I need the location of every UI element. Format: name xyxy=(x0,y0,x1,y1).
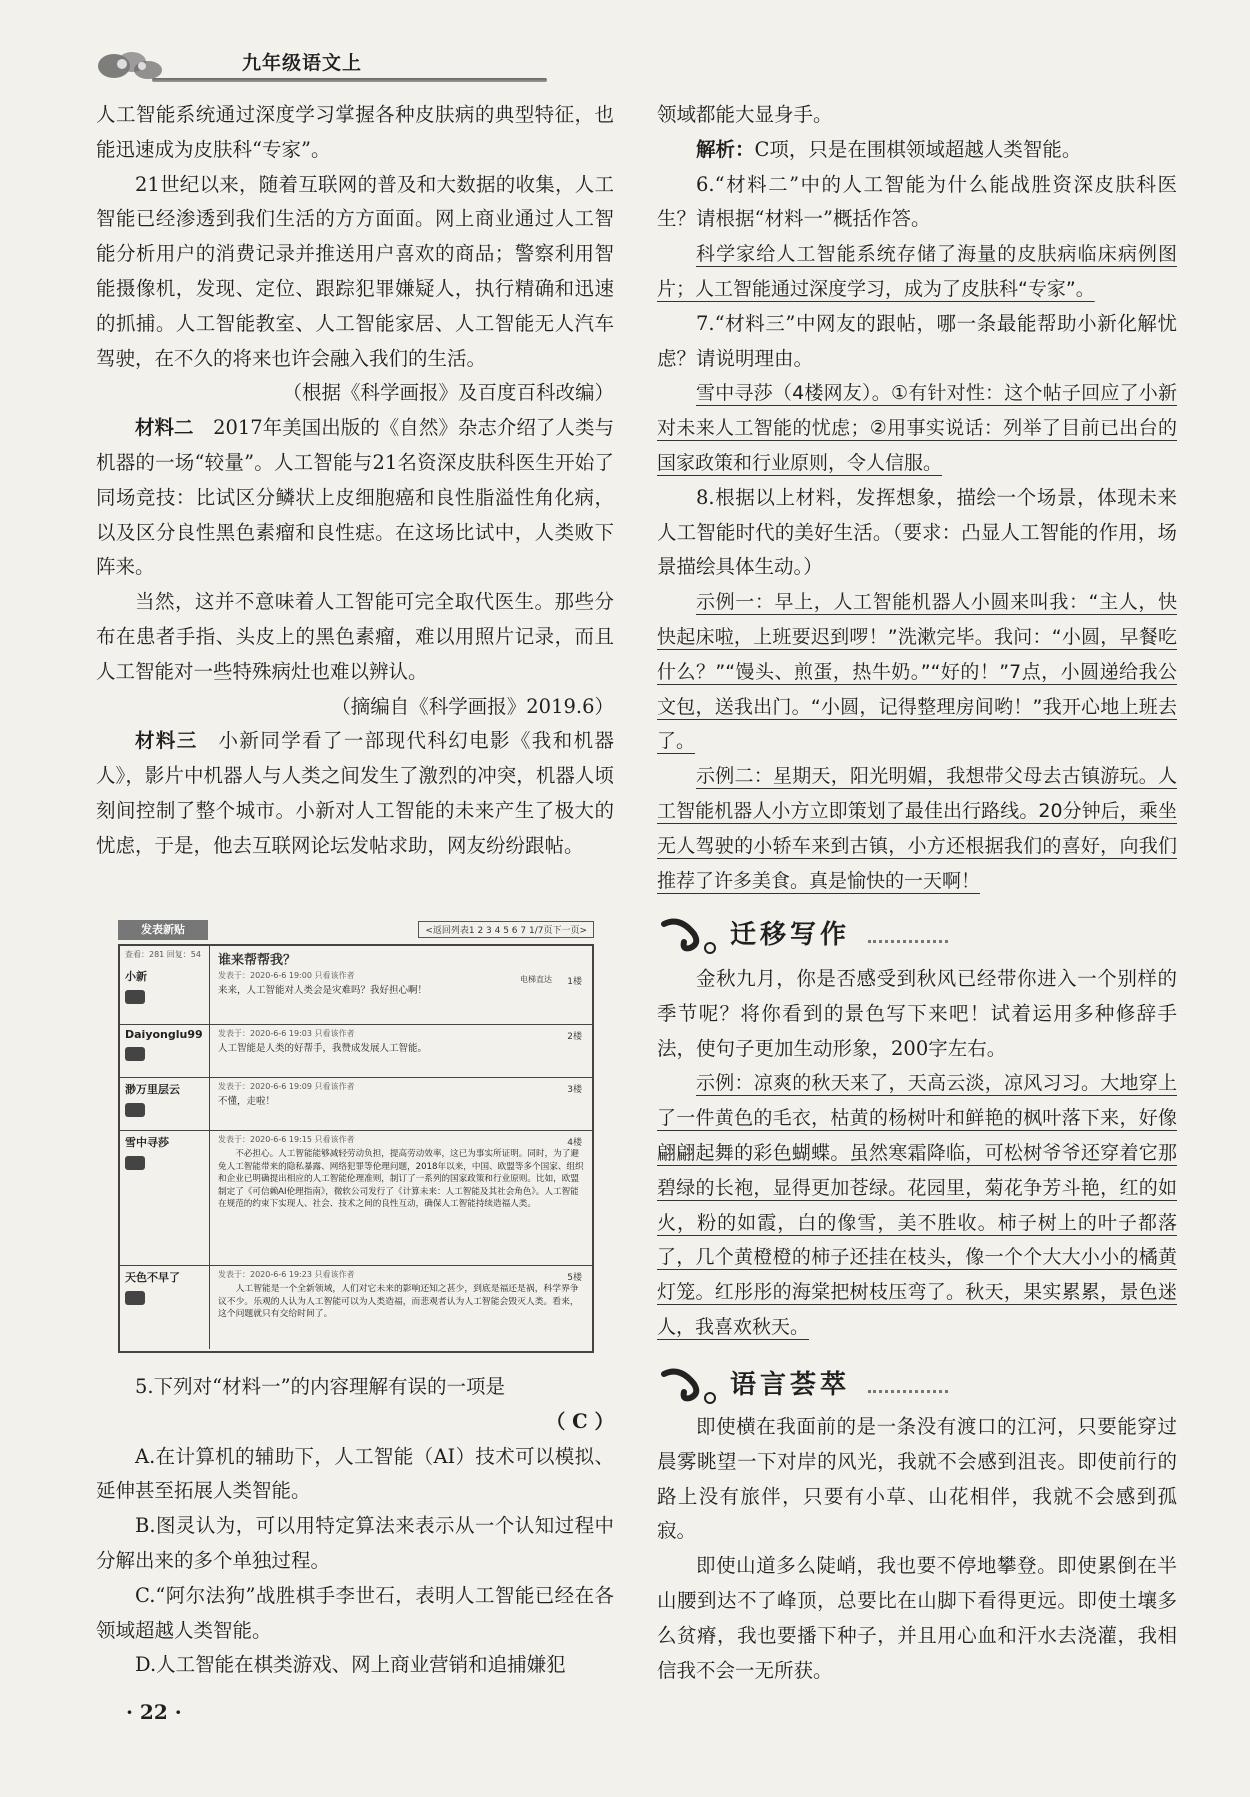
avatar xyxy=(125,1047,145,1061)
answer7-para xyxy=(657,376,1177,480)
forum-username: 小新 xyxy=(125,970,147,983)
answer8-example2: 示例二：星期天，阳光明媚，我想带父母去古镇游玩。人工智能机器人小方立即策划了最佳出行路线。20分钟后，乘坐无人驾驶的小轿车来到古镇，小方还根据我们的喜好，向我们推荐了许多美食。真是愉快的一天啊！ xyxy=(657,765,1177,892)
language-paragraph-1: 即使横在我面前的是一条没有渡口的江河，只要能穿过晨雾眺望一下对岸的风光，我就不会感到沮丧。即使前行的路上没有旅伴，只要有小草、山花相伴，我就不会感到孤寂。 xyxy=(657,1415,1177,1543)
answer6-para xyxy=(657,237,1177,307)
answer8-example1-para xyxy=(657,585,1177,759)
question8: 8.根据以上材料，发挥想象，描绘一个场景，体现未来人工智能时代的美好生活。（要求：凸显人工智能的作用，场景描绘具体生动。） xyxy=(657,485,1177,579)
section-writing-heading xyxy=(660,912,940,958)
section-dots xyxy=(868,940,948,949)
header-rule xyxy=(152,78,547,82)
section-language-heading xyxy=(660,1362,940,1408)
post-body: 来来，人工智能对人类会是灾难吗？我好担心啊！ xyxy=(218,985,428,996)
forum-user xyxy=(120,1266,210,1349)
post-floor: 4楼 xyxy=(567,1138,582,1148)
avatar xyxy=(125,1103,145,1117)
forum-screenshot xyxy=(118,920,594,1358)
option-b: B.图灵认为，可以用特定算法来表示从一个认知过程中分解出来的多个单独过程。 xyxy=(96,1514,614,1572)
forum-username: 渺万里层云 xyxy=(125,1083,180,1096)
forum-table xyxy=(118,944,594,1353)
writing-block xyxy=(657,962,1177,1345)
post-meta: 发表于：2020-6-6 19:03 只看该作者 xyxy=(218,1029,355,1038)
material2-paragraph-2: 当然，这并不意味着人工智能可完全取代医生。那些分布在患者手指、头皮上的黑色素瘤，难以用照片记录，而且人工智能对一些特殊病灶也难以辨认。 xyxy=(96,590,614,683)
writing-answer-para xyxy=(657,1066,1177,1344)
section-title: 迁移写作 xyxy=(730,920,851,950)
option-d: D.人工智能在棋类游戏、网上商业营销和追捕嫌犯 xyxy=(135,1653,566,1677)
swirl-icon xyxy=(660,912,720,958)
right-column xyxy=(657,98,1177,898)
post-floor: 5楼 xyxy=(567,1273,582,1283)
section-title: 语言荟萃 xyxy=(730,1370,851,1400)
header-title: 九年级语文上 xyxy=(242,52,363,74)
forum-username: Daiyonglu99 xyxy=(125,1028,203,1041)
section-dots xyxy=(868,1390,948,1399)
post-meta: 发表于：2020-6-6 19:23 只看该作者 xyxy=(218,1270,355,1279)
forum-post-content xyxy=(210,1078,592,1130)
avatar xyxy=(125,1291,145,1305)
left-column xyxy=(96,98,614,864)
forum-post xyxy=(120,946,592,1025)
post-body: 不懂，走啦！ xyxy=(218,1096,276,1107)
material2-label: 材料二 xyxy=(135,416,194,440)
new-post-button[interactable]: 发表新贴 xyxy=(118,920,208,940)
page-header xyxy=(92,38,462,88)
post-floor: 3楼 xyxy=(567,1085,582,1095)
question5-answer: （ C ） xyxy=(545,1409,614,1433)
question7: 7.“材料三”中网友的跟帖，哪一条最能帮助小新化解忧虑？请说明理由。 xyxy=(657,311,1177,370)
material1-end-paragraph: 人工智能系统通过深度学习掌握各种皮肤病的典型特征，也能迅速成为皮肤科“专家”。 xyxy=(96,103,614,161)
question5-block xyxy=(96,1370,614,1683)
post-meta: 发表于：2020-6-6 19:15 只看该作者 xyxy=(218,1135,355,1144)
material2-paragraph xyxy=(96,411,614,585)
elevator-link[interactable]: 电梯直达 xyxy=(520,975,552,984)
material1-source: （根据《科学画报》及百度百科改编） xyxy=(282,381,614,405)
forum-username: 天色不早了 xyxy=(125,1271,180,1284)
answer6: 科学家给人工智能系统存储了海量的皮肤病临床病例图片；人工智能通过深度学习，成为了皮肤科“专家”。 xyxy=(657,243,1177,300)
option-c: C.“阿尔法狗”战胜棋手李世石，表明人工智能已经在各领域超越人类智能。 xyxy=(96,1583,614,1642)
post-floor: 2楼 xyxy=(567,1032,582,1042)
avatar xyxy=(125,1156,145,1170)
forum-post xyxy=(120,1078,592,1131)
page-number: · 22 · xyxy=(126,1700,182,1724)
forum-post-content xyxy=(210,1266,592,1349)
analysis-label: 解析： xyxy=(696,137,755,161)
forum-username: 雪中寻莎 xyxy=(125,1136,169,1149)
answer7: 雪中寻莎（4楼网友）。①有针对性：这个帖子回应了小新对未来人工智能的忧虑；②用事实说话：列举了目前已出台的国家政策和行业原则，令人信服。 xyxy=(657,382,1177,474)
writing-prompt: 金秋九月，你是否感受到秋风已经带你进入一个别样的季节呢？将你看到的景色写下来吧！试着运用多种修辞手法，使句子更加生动形象，200字左右。 xyxy=(657,967,1177,1060)
option-a: A.在计算机的辅助下，人工智能（AI）技术可以模拟、延伸甚至拓展人类智能。 xyxy=(96,1444,614,1503)
question5: 5.下列对“材料一”的内容理解有误的一项是 xyxy=(135,1375,506,1398)
post-body: 人工智能是人类的好帮手，我赞成发展人工智能。 xyxy=(218,1043,428,1054)
material3-text: 小新同学看了一部现代科幻电影《我和机器人》，影片中机器人与人类之间发生了激烈的冲突，机器人顷刻间控制了整个城市。小新对人工智能的未来产生了极大的忧虑，于是，他去互联网论坛发帖求助，网友纷纷跟帖。 xyxy=(96,729,614,857)
avatar xyxy=(125,990,145,1004)
question6: 6.“材料二”中的人工智能为什么能战胜资深皮肤科医生？请根据“材料一”概括作答。 xyxy=(657,172,1177,231)
material1-paragraph: 21世纪以来，随着互联网的普及和大数据的收集，人工智能已经渗透到我们生活的方方面面。网上商业通过人工智能分析用户的消费记录并推送用户喜欢的商品；警察利用智能摄像机，发现、定位、跟踪犯罪嫌疑人，执行精确和迅速的抓捕。人工智能教室、人工智能家居、人工智能无人汽车驾驶，在不久的将来也许会融入我们的生活。 xyxy=(96,172,614,370)
writing-answer: 示例：凉爽的秋天来了，天高云淡，凉风习习。大地穿上了一件黄色的毛衣，枯黄的杨树叶和鲜艳的枫叶落下来，好像翩翩起舞的彩色蝴蝶。虽然寒霜降临，可松树爷爷还穿着它那碧绿的长袍，显得更加苍绿。花园里，菊花争芳斗艳，红的如火，粉的如霞，白的像雪，美不胜收。柿子树上的叶子都落了，几个黄橙橙的柿子还挂在枝头，像一个个大大小小的橘黄灯笼。红彤彤的海棠把树枝压弯了。秋天，果实累累，景色迷人，我喜欢秋天。 xyxy=(657,1072,1177,1338)
forum-topbar xyxy=(118,920,594,944)
option-d-continued: 领域都能大显身手。 xyxy=(657,103,833,126)
forum-post-content xyxy=(210,1131,592,1265)
forum-post-content xyxy=(210,946,592,1024)
post-floor: 1楼 xyxy=(567,977,582,987)
forum-post xyxy=(120,1025,592,1078)
analysis xyxy=(657,133,1177,168)
material3-label: 材料三 xyxy=(135,729,198,753)
thread-subject: 谁来帮帮我？ xyxy=(218,953,297,968)
forum-user xyxy=(120,1131,210,1265)
answer8-example2-para xyxy=(657,759,1177,898)
post-body: 不必担心。人工智能能够减轻劳动负担，提高劳动效率，这已为事实所证明。同时，为了避免人工智能带来的隐私暴露、网络犯罪等伦理问题，2018年以来，中国、欧盟等多个国家、组织和企业已明确提出相应的人工智能伦理准则，制订了一系列的国家政策和行业原则。比如，欧盟制定了《可信赖AI伦理指南》，微软公司发行了《计算未来：人工智能及其社会角色》。人工智能在规范的约束下实现人、社会、技术之间的良性互动，确保人工智能持续造福人类。 xyxy=(218,1149,584,1209)
post-meta: 发表于：2020-6-6 19:00 只看该作者 xyxy=(218,971,355,980)
forum-stats: 查看：281 回复：54 xyxy=(125,950,201,959)
analysis-text: C项，只是在围棋领域超越人类智能。 xyxy=(754,137,1082,161)
material2-source: （摘编自《科学画报》2019.6） xyxy=(331,694,614,718)
forum-user xyxy=(120,946,210,1024)
post-meta: 发表于：2020-6-6 19:09 只看该作者 xyxy=(218,1082,355,1091)
swirl-icon xyxy=(660,1362,720,1408)
forum-post xyxy=(120,1266,592,1349)
forum-post-content xyxy=(210,1025,592,1077)
answer8-example1: 示例一：早上，人工智能机器人小圆来叫我：“主人，快快起床啦，上班要迟到啰！”洗漱完毕。我问：“小圆，早餐吃什么？”“馒头、煎蛋，热牛奶。”“好的！”7点，小圆递给我公文包，送我出门。“小圆，记得整理房间哟！”我开心地上班去了。 xyxy=(657,591,1177,753)
forum-post xyxy=(120,1131,592,1266)
material3-paragraph xyxy=(96,724,614,863)
forum-user xyxy=(120,1025,210,1077)
material2-text: 2017年美国出版的《自然》杂志介绍了人类与机器的一场“较量”。人工智能与21名资深皮肤科医生开始了同场竞技：比试区分鳞状上皮细胞癌和良性脂溢性角化病，以及区分良性黑色素瘤和良性痣。在这场比试中，人类败下阵来。 xyxy=(96,416,614,579)
language-paragraph-2: 即使山道多么陡峭，我也要不停地攀登。即使累倒在半山腰到达不了峰顶，总要比在山脚下看得更远。即使土壤多么贫瘠，我也要播下种子，并且用心血和汗水去浇灌，我相信我不会一无所获。 xyxy=(657,1554,1177,1682)
post-body: 人工智能是一个全新领域，人们对它未来的影响还知之甚少，到底是福还是祸，科学界争议不少。乐观的人认为人工智能可以为人类造福，而悲观者认为人工智能会毁灭人类。看来，这个问题就只有交给时间了。 xyxy=(218,1284,579,1319)
forum-pager[interactable]: <返回列表1 2 3 4 5 6 7 1/7页下一页> xyxy=(418,921,594,938)
forum-user xyxy=(120,1078,210,1130)
language-block xyxy=(657,1410,1177,1688)
